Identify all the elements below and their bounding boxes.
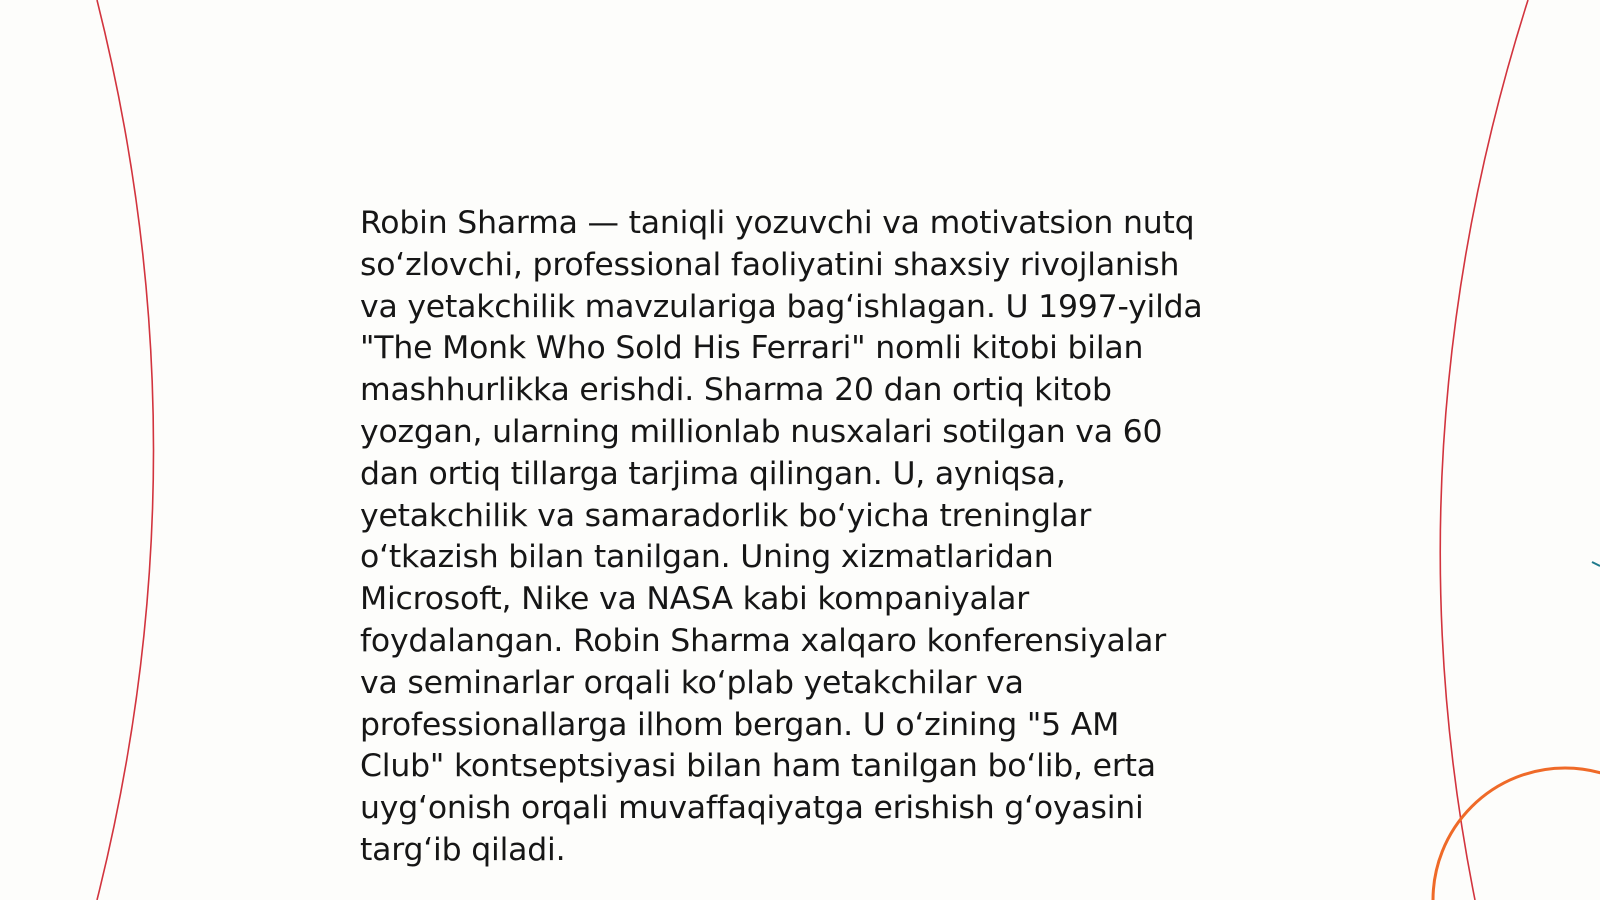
accent-circle-arc [1433, 768, 1600, 900]
right-arc-line [1440, 0, 1528, 900]
slide-body-text: Robin Sharma — taniqli yozuvchi va motivatsion nutq so‘zlovchi, professional faoliyatini shaxsiy rivojlanish va yetakchilik mavzulariga bag‘ishlagan. U 1997-yilda "The Monk Who Sold His Ferrari" nomli kitobi bilan mashhurlikka erishdi. Sharma 20 dan ortiq kitob yozgan, ularning millionlab nusxalari sotilgan va 60 dan ortiq tillarga tarjima qilingan. U, ayniqsa, yetakchilik va samaradorlik bo‘yicha treninglar o‘tkazish bilan tanilgan. Uning xizmatlaridan Microsoft, Nike va NASA kabi kompaniyalar foydalangan. Robin Sharma xalqaro konferensiyalar va seminarlar orqali ko‘plab yetakchilar va professionallarga ilhom bergan. U o‘zining "5 AM Club" kontseptsiyasi bilan ham tanilgan bo‘lib, erta uyg‘onish orqali muvaffaqiyatga erishish g‘oyasini targ‘ib qiladi. [360, 205, 1203, 868]
left-arc-line [97, 0, 154, 900]
right-edge-tick [1592, 562, 1600, 566]
